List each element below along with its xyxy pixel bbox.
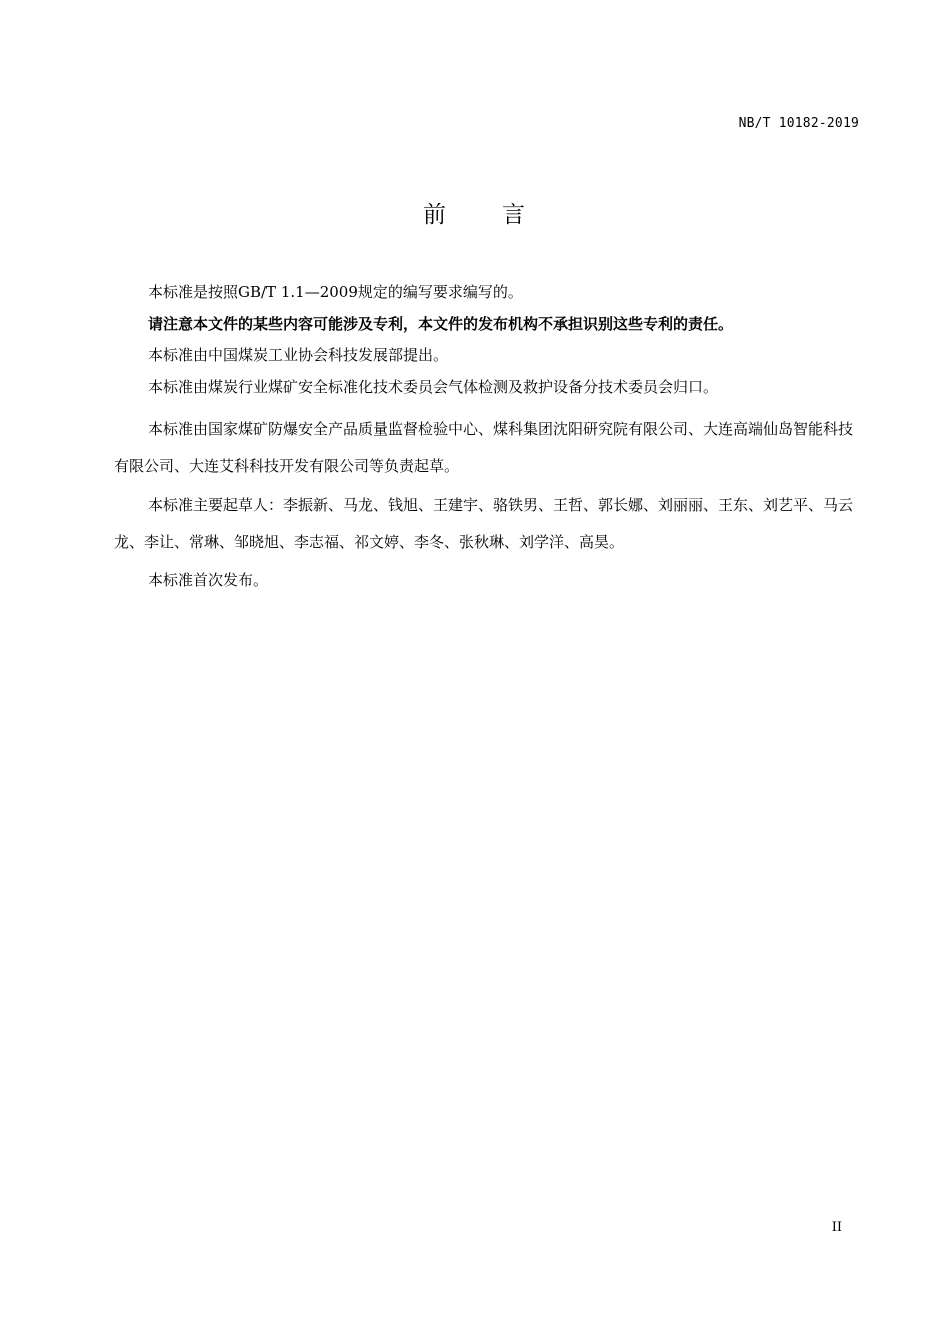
paragraph-drafters: 本标准主要起草人：李振新、马龙、钱旭、王建宇、骆铁男、王哲、郭长娜、刘丽丽、王东、刘艺平、马云龙、李让、常琳、邹晓旭、李志福、祁文婷、李冬、张秋琳、刘学洋、高昊。	[114, 496, 854, 551]
title-part-2: 言	[502, 202, 527, 228]
paragraph-patent-notice: 请注意本文件的某些内容可能涉及专利，本文件的发布机构不承担识别这些专利的责任。	[148, 315, 734, 333]
paragraph-drafting-organizations: 本标准由国家煤矿防爆安全产品质量监督检验中心、煤科集团沈阳研究院有限公司、大连高端仙岛智能科技有限公司、大连艾科科技开发有限公司等负责起草。	[114, 420, 854, 475]
paragraph-proposed-by: 本标准由中国煤炭工业协会科技发展部提出。	[148, 346, 449, 364]
paragraph-first-release: 本标准首次发布。	[148, 571, 269, 589]
title-part-1: 前	[423, 202, 448, 228]
standard-code: NB/T 10182-2019	[738, 116, 859, 131]
page-number: II	[831, 1220, 842, 1235]
paragraph-drafting-rules: 本标准是按照GB/T 1.1—2009规定的编写要求编写的。	[148, 283, 523, 301]
paragraph-technical-committee: 本标准由煤炭行业煤矿安全标准化技术委员会气体检测及救护设备分技术委员会归口。	[148, 378, 719, 396]
page-title	[0, 196, 950, 229]
